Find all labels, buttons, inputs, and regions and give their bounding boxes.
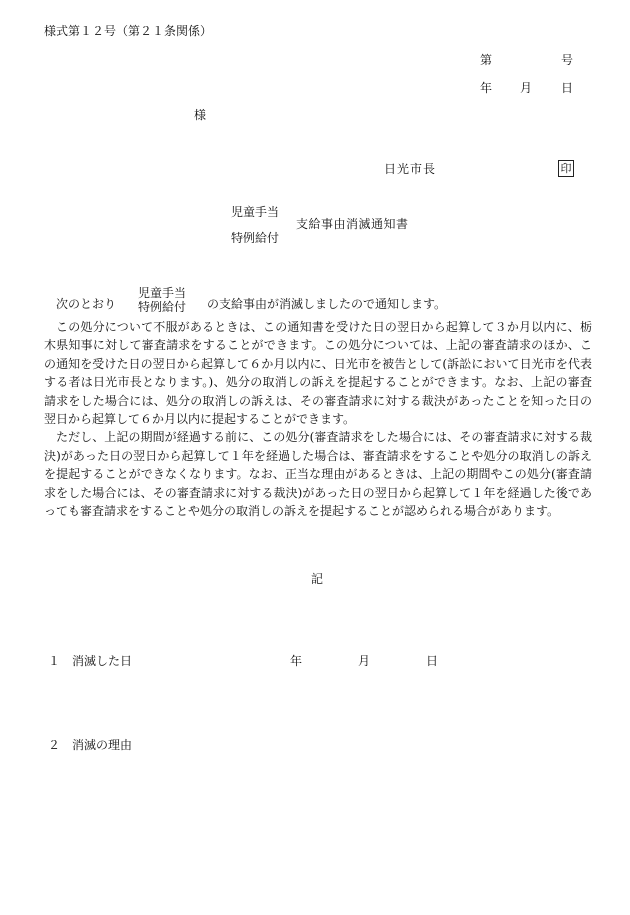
- item-2-number: ２: [48, 738, 61, 752]
- item-2-label: 消滅の理由: [72, 738, 133, 752]
- intro-option-child-allowance: 児童手当: [138, 286, 187, 300]
- issuer-title: 日光市長: [384, 162, 437, 176]
- date-day: 日: [561, 81, 574, 95]
- title-option-special-benefit: 特例給付: [231, 231, 280, 245]
- item-1-label: 消滅した日: [72, 654, 133, 668]
- seal-mark: 印: [558, 160, 574, 177]
- ki-heading: 記: [311, 572, 324, 586]
- intro-options: [138, 287, 186, 313]
- intro-suffix: の支給事由が消滅しましたので通知します。: [207, 297, 447, 311]
- intro-option-special-benefit: 特例給付: [138, 300, 187, 314]
- item-1-number: １: [48, 654, 61, 668]
- item-1-day: 日: [426, 654, 439, 668]
- item-1-year: 年: [290, 654, 303, 668]
- doc-number-suffix: 号: [561, 53, 574, 67]
- item-1-month: 月: [358, 654, 371, 668]
- document-title: 支給事由消滅通知書: [296, 217, 409, 231]
- body-paragraphs: [44, 318, 592, 520]
- intro-prefix: 次のとおり: [56, 297, 117, 311]
- paragraph-appeal: この処分について不服があるときは、この通知書を受けた日の翌日から起算して３か月以内に、栃木県知事に対して審査請求をすることができます。この処分については、上記の審査請求のほか、この通知を受けた日の翌日から起算して６か月以内に、日光市を被告として(訴訟において日光市を代表する者は日光市長となります。)、処分の取消しの訴えを提起することができます。なお、上記の審査請求をした場合には、処分の取消しの訴えは、その審査請求に対する裁決があったことを知った日の翌日から起算して６か月以内に提起することができます。: [44, 320, 592, 427]
- form-number: 様式第１２号（第２１条関係）: [44, 24, 213, 38]
- date-month: 月: [520, 81, 533, 95]
- title-option-child-allowance: 児童手当: [231, 205, 280, 219]
- paragraph-time-limit: ただし、上記の期間が経過する前に、この処分(審査請求をした場合には、その審査請求に対する裁決)があった日の翌日から起算して１年を経過した場合は、審査請求をすることや処分の取消しの訴えを提起することができなくなります。なお、正当な理由があるときは、上記の期間やこの処分(審査請求をした場合には、その審査請求に対する裁決)があった日の翌日から起算して１年を経過した後であっても審査請求をすることや処分の取消しの訴えを提起することが認められる場合があります。: [44, 430, 592, 519]
- date-year: 年: [480, 81, 493, 95]
- addressee-honorific: 様: [194, 108, 207, 122]
- doc-number-prefix: 第: [480, 53, 493, 67]
